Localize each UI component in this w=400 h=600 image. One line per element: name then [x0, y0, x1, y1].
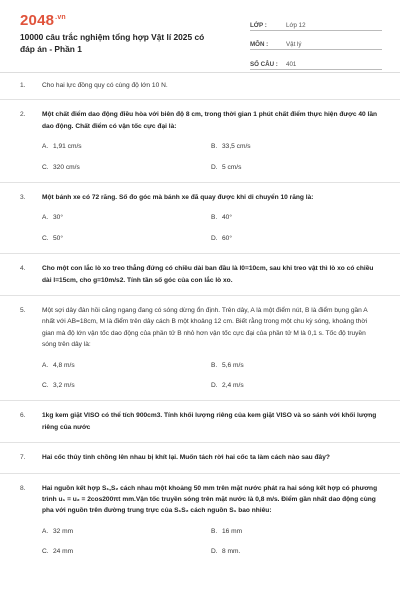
answer-option[interactable]	[211, 141, 380, 152]
question-text: Cho hai lực đồng quy có cùng độ lớn 10 N.	[42, 82, 168, 89]
question-text: Một sợi dây đàn hồi căng ngang đang có sóng dừng ổn định. Trên dây, A là một điểm nút, B là điểm bụng gần A nhất với AB=18cm, M là điểm trên dây cách B một khoảng 12 cm. Biết rằng trong một chu kỳ sóng, khoảng thời gian mà độ lớn vận tốc dao động của phần tử B nhỏ hơn vận tốc cực đại của phần tử M là 0,1 s. Tốc độ truyền sóng trên dây là:	[42, 307, 368, 349]
option-letter: B.	[211, 361, 218, 369]
option-letter: B.	[211, 143, 218, 151]
question-number: 3.	[20, 194, 26, 201]
answer-options	[42, 212, 380, 244]
option-letter: D.	[211, 234, 218, 242]
answer-option[interactable]	[211, 360, 380, 371]
option-letter: D.	[211, 548, 218, 556]
option-text: 32 mm	[53, 527, 74, 535]
logo-suffix: .vn	[55, 14, 66, 21]
question-number: 4.	[20, 265, 26, 273]
option-row	[42, 380, 380, 391]
option-text: 40°	[222, 214, 232, 222]
option-row	[42, 212, 380, 223]
option-text: 60°	[222, 234, 232, 242]
answer-option[interactable]	[42, 141, 211, 152]
question-item	[0, 296, 400, 400]
meta-row-class	[250, 14, 382, 31]
option-text: 1,91 cm/s	[53, 143, 82, 151]
option-letter: D.	[211, 163, 218, 171]
question-number: 1.	[20, 82, 26, 89]
question-item	[0, 474, 400, 567]
option-text: 33,5 cm/s	[222, 143, 251, 151]
meta-value: Lớp 12	[286, 21, 306, 29]
option-row	[42, 526, 380, 537]
answer-option[interactable]	[211, 380, 380, 391]
option-text: 16 mm	[222, 527, 243, 535]
option-text: 24 mm	[53, 548, 74, 556]
option-text: 8 mm.	[222, 548, 241, 556]
question-item	[0, 254, 400, 295]
option-letter: C.	[42, 548, 49, 556]
option-letter: B.	[211, 527, 218, 535]
option-letter: C.	[42, 234, 49, 242]
answer-option[interactable]	[211, 526, 380, 537]
option-text: 5,6 m/s	[222, 361, 244, 369]
answer-option[interactable]	[211, 212, 380, 223]
option-letter: A.	[42, 214, 49, 222]
option-text: 320 cm/s	[53, 163, 80, 171]
header	[0, 0, 400, 72]
option-row	[42, 141, 380, 152]
meta-value: 401	[286, 60, 297, 68]
meta-key: SỐ CÂU :	[250, 60, 278, 68]
question-number: 5.	[20, 307, 26, 314]
logo-text: 2048	[20, 12, 55, 29]
option-row	[42, 162, 380, 173]
option-text: 5 cm/s	[222, 163, 242, 171]
meta-box	[250, 14, 382, 73]
answer-option[interactable]	[42, 546, 211, 557]
document-title: 10000 câu trắc nghiệm tổng hợp Vật lí 2025 có đáp án - Phần 1	[20, 32, 205, 54]
answer-option[interactable]	[42, 162, 211, 173]
question-number: 2.	[20, 111, 26, 119]
option-letter: A.	[42, 527, 49, 535]
answer-option[interactable]	[42, 212, 211, 223]
option-text: 3,2 m/s	[53, 382, 75, 390]
question-number: 8.	[20, 484, 26, 492]
question-list	[0, 80, 400, 567]
question-item	[0, 183, 400, 253]
question-number: 6.	[20, 412, 26, 420]
question-item	[0, 100, 400, 182]
option-row	[42, 360, 380, 371]
meta-value: Vật lý	[286, 41, 302, 48]
answer-option[interactable]	[211, 162, 380, 173]
answer-option[interactable]	[42, 360, 211, 371]
meta-row-subject	[250, 34, 382, 51]
meta-row-count	[250, 53, 382, 70]
answer-option[interactable]	[211, 546, 380, 557]
site-logo[interactable]	[20, 12, 66, 29]
answer-option[interactable]	[42, 233, 211, 244]
header-divider	[0, 72, 400, 73]
option-row	[42, 233, 380, 244]
answer-option[interactable]	[211, 233, 380, 244]
meta-key: MÔN :	[250, 41, 269, 48]
question-text: Một bánh xe có 72 răng. Số đo góc mà bánh xe đã quay được khi di chuyển 10 răng là:	[42, 194, 314, 201]
question-text: 1kg kem giặt VISO có thể tích 900cm3. Tính khối lượng riêng của kem giặt VISO và so sánh với khối lượng riêng của nước	[42, 412, 377, 431]
option-row	[42, 546, 380, 557]
meta-key: LỚP :	[250, 21, 267, 29]
question-text: Cho một con lắc lò xo treo thẳng đứng có chiều dài ban đầu là l0=10cm, sau khi treo vật thì lò xo có chiều dài l=15cm, cho g=10m/s2. Tính tần số góc của con lắc lò xo.	[42, 265, 374, 284]
option-letter: D.	[211, 382, 218, 390]
answer-options	[42, 360, 380, 392]
option-text: 30°	[53, 214, 63, 222]
question-item	[0, 443, 400, 472]
question-item	[0, 80, 400, 99]
question-text: Một chất điểm dao động điều hòa với biên độ 8 cm, trong thời gian 1 phút chất điểm thực hiện được 40 lần dao động. Chất điểm có vận tốc cực đại là:	[42, 111, 378, 130]
question-text: Hai cốc thủy tinh chồng lên nhau bị khít lại. Muốn tách rời hai cốc ta làm cách nào sau đây?	[42, 454, 330, 462]
answer-option[interactable]	[42, 380, 211, 391]
option-letter: C.	[42, 163, 49, 171]
option-letter: A.	[42, 361, 49, 369]
question-number: 7.	[20, 454, 26, 462]
answer-options	[42, 526, 380, 558]
option-letter: A.	[42, 143, 49, 151]
option-text: 2,4 m/s	[222, 382, 244, 390]
question-item	[0, 401, 400, 442]
answer-options	[42, 141, 380, 173]
option-text: 4,8 m/s	[53, 361, 75, 369]
option-letter: B.	[211, 214, 218, 222]
question-text: Hai nguồn kết hợp S₁,S₂ cách nhau một khoảng 50 mm trên mặt nước phát ra hai sóng kết hợp có phương trình u₁ = u₂ = 2cos200πt mm.Vận tốc truyền sóng trên mặt nước là 0,8 m/s. Điểm gần nhất dao động cùng pha với nguồn trên đường trung trực của S₁S₂ cách nguồn S₁ bao nhiêu:	[42, 484, 378, 515]
option-letter: C.	[42, 382, 49, 390]
answer-option[interactable]	[42, 526, 211, 537]
option-text: 50°	[53, 234, 63, 242]
